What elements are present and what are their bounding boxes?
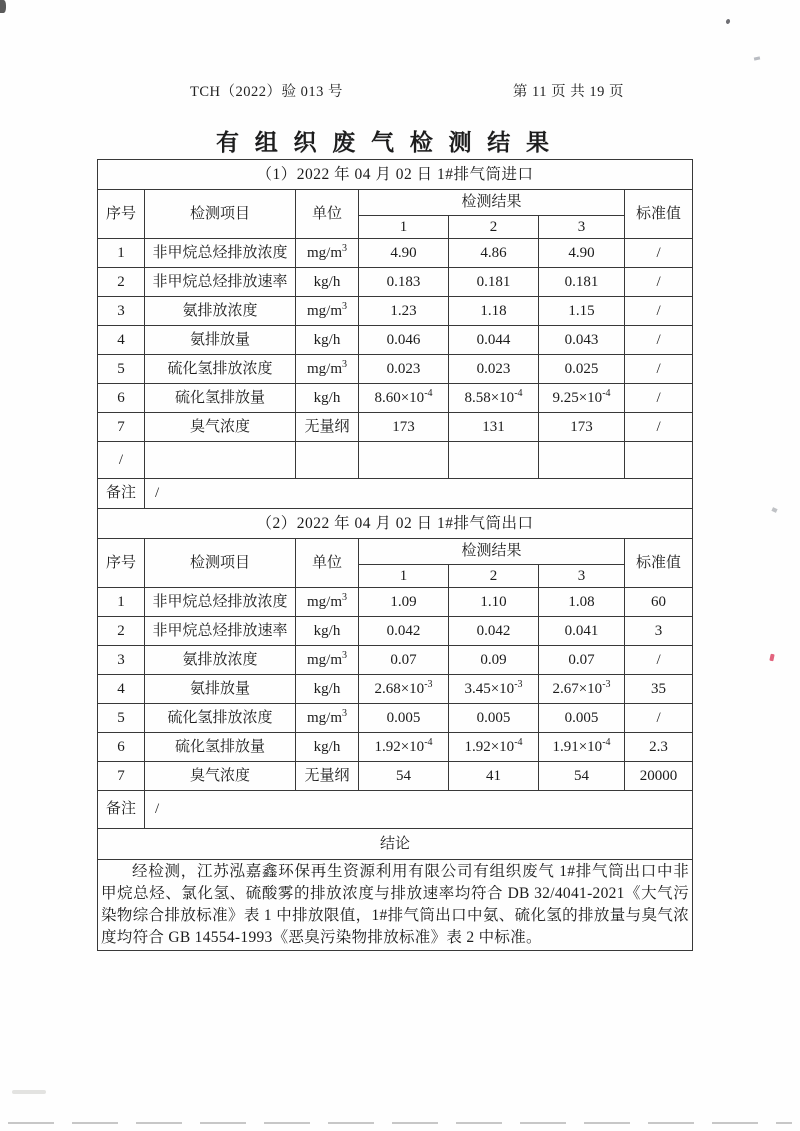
cell-std: / bbox=[625, 355, 693, 384]
col-header-result-2: 2 bbox=[449, 216, 539, 239]
table2-note-row bbox=[98, 791, 693, 829]
cell-unit: kg/h bbox=[296, 733, 359, 762]
cell-r2 bbox=[449, 442, 539, 479]
doc-number: TCH（2022）验 013 号 bbox=[190, 84, 343, 100]
cell-r2: 1.10 bbox=[449, 588, 539, 617]
cell-seq: 3 bbox=[98, 297, 145, 326]
scan-edge-line bbox=[8, 1122, 792, 1124]
cell-seq: 5 bbox=[98, 355, 145, 384]
conclusion-section bbox=[98, 829, 693, 951]
cell-unit: $mg/m^3$ bbox=[296, 239, 359, 268]
cell-r2: 0.005 bbox=[449, 704, 539, 733]
cell-unit: kg/h bbox=[296, 384, 359, 413]
cell-item: 氨排放量 bbox=[145, 326, 296, 355]
scan-artifact-tick bbox=[754, 56, 760, 60]
col-header-unit: 单位 bbox=[296, 539, 359, 588]
cell-r1: 54 bbox=[359, 762, 449, 791]
cell-r3: $2.67\times 10^{-3}$ bbox=[539, 675, 625, 704]
cell-r3 bbox=[539, 442, 625, 479]
conclusion-label: 结论 bbox=[98, 829, 693, 860]
cell-seq: 4 bbox=[98, 675, 145, 704]
cell-r3: 1.15 bbox=[539, 297, 625, 326]
cell-seq: 1 bbox=[98, 239, 145, 268]
cell-std: / bbox=[625, 646, 693, 675]
table2-caption: （2）2022 年 04 月 02 日 1#排气筒出口 bbox=[98, 509, 693, 539]
col-header-results: 检测结果 bbox=[359, 539, 625, 565]
cell-std: 60 bbox=[625, 588, 693, 617]
cell-seq: 5 bbox=[98, 704, 145, 733]
cell-item: 氨排放浓度 bbox=[145, 646, 296, 675]
cell-std: 20000 bbox=[625, 762, 693, 791]
cell-r1: 0.042 bbox=[359, 617, 449, 646]
cell-r2: 1.18 bbox=[449, 297, 539, 326]
table1-header bbox=[98, 160, 693, 239]
col-header-seq: 序号 bbox=[98, 539, 145, 588]
cell-r3: 173 bbox=[539, 413, 625, 442]
cell-std: / bbox=[625, 704, 693, 733]
table1-note-row bbox=[98, 479, 693, 509]
cell-std: / bbox=[625, 384, 693, 413]
cell-r1: 1.23 bbox=[359, 297, 449, 326]
table-row bbox=[98, 442, 693, 479]
table-row bbox=[98, 733, 693, 762]
cell-unit: 无量纲 bbox=[296, 762, 359, 791]
cell-unit: kg/h bbox=[296, 268, 359, 297]
col-header-result-3: 3 bbox=[539, 565, 625, 588]
cell-seq: 3 bbox=[98, 646, 145, 675]
cell-std: 3 bbox=[625, 617, 693, 646]
cell-r3: 0.025 bbox=[539, 355, 625, 384]
cell-unit: kg/h bbox=[296, 675, 359, 704]
cell-r2: 0.181 bbox=[449, 268, 539, 297]
table2-header-row bbox=[98, 539, 693, 565]
cell-seq: 4 bbox=[98, 326, 145, 355]
note-label: 备注 bbox=[98, 479, 145, 509]
cell-item bbox=[145, 442, 296, 479]
page-indicator: 第 11 页 共 19 页 bbox=[512, 84, 624, 100]
cell-r2: $3.45\times 10^{-3}$ bbox=[449, 675, 539, 704]
scan-artifact-tick bbox=[771, 507, 777, 513]
scan-artifact-corner bbox=[0, 0, 6, 13]
cell-item: 硫化氢排放量 bbox=[145, 384, 296, 413]
cell-std bbox=[625, 442, 693, 479]
cell-r2: 0.023 bbox=[449, 355, 539, 384]
col-header-result-3: 3 bbox=[539, 216, 625, 239]
col-header-seq: 序号 bbox=[98, 190, 145, 239]
cell-seq: 2 bbox=[98, 617, 145, 646]
cell-r3: 4.90 bbox=[539, 239, 625, 268]
table-row bbox=[98, 326, 693, 355]
cell-r1: 0.183 bbox=[359, 268, 449, 297]
cell-r1 bbox=[359, 442, 449, 479]
cell-r1: $1.92\times 10^{-4}$ bbox=[359, 733, 449, 762]
cell-item: 氨排放量 bbox=[145, 675, 296, 704]
cell-item: 硫化氢排放浓度 bbox=[145, 355, 296, 384]
col-header-result-2: 2 bbox=[449, 565, 539, 588]
cell-r1: 0.023 bbox=[359, 355, 449, 384]
table-row bbox=[98, 646, 693, 675]
cell-item: 非甲烷总烃排放浓度 bbox=[145, 239, 296, 268]
cell-seq: / bbox=[98, 442, 145, 479]
cell-item: 硫化氢排放浓度 bbox=[145, 704, 296, 733]
cell-std: / bbox=[625, 268, 693, 297]
cell-r1: $8.60\times 10^{-4}$ bbox=[359, 384, 449, 413]
cell-seq: 1 bbox=[98, 588, 145, 617]
col-header-results: 检测结果 bbox=[359, 190, 625, 216]
table1-caption-row bbox=[98, 160, 693, 190]
table1-body bbox=[98, 239, 693, 479]
document-header bbox=[190, 80, 624, 101]
table-row bbox=[98, 384, 693, 413]
table-row bbox=[98, 268, 693, 297]
table-row bbox=[98, 355, 693, 384]
cell-r2: 0.09 bbox=[449, 646, 539, 675]
table-row bbox=[98, 617, 693, 646]
cell-seq: 7 bbox=[98, 762, 145, 791]
scan-artifact-dot bbox=[725, 18, 730, 24]
table-row bbox=[98, 413, 693, 442]
table1-caption: （1）2022 年 04 月 02 日 1#排气筒进口 bbox=[98, 160, 693, 190]
cell-r1: 0.046 bbox=[359, 326, 449, 355]
cell-r2: 0.044 bbox=[449, 326, 539, 355]
cell-r2: 41 bbox=[449, 762, 539, 791]
cell-r1: 0.005 bbox=[359, 704, 449, 733]
cell-std: / bbox=[625, 413, 693, 442]
cell-std: 2.3 bbox=[625, 733, 693, 762]
cell-r3: 0.043 bbox=[539, 326, 625, 355]
cell-unit: kg/h bbox=[296, 326, 359, 355]
col-header-result-1: 1 bbox=[359, 565, 449, 588]
cell-r3: 54 bbox=[539, 762, 625, 791]
cell-unit bbox=[296, 442, 359, 479]
cell-std: / bbox=[625, 297, 693, 326]
cell-r3: 0.041 bbox=[539, 617, 625, 646]
cell-r3: $9.25\times 10^{-4}$ bbox=[539, 384, 625, 413]
col-header-item: 检测项目 bbox=[145, 539, 296, 588]
cell-unit: $mg/m^3$ bbox=[296, 588, 359, 617]
cell-r3: 0.181 bbox=[539, 268, 625, 297]
table-row bbox=[98, 239, 693, 268]
cell-item: 氨排放浓度 bbox=[145, 297, 296, 326]
cell-item: 非甲烷总烃排放速率 bbox=[145, 268, 296, 297]
cell-r3: 1.08 bbox=[539, 588, 625, 617]
table2-caption-row bbox=[98, 509, 693, 539]
cell-item: 非甲烷总烃排放速率 bbox=[145, 617, 296, 646]
cell-item: 臭气浓度 bbox=[145, 762, 296, 791]
scan-artifact-red-tick bbox=[769, 654, 774, 662]
results-table bbox=[97, 159, 693, 951]
cell-item: 臭气浓度 bbox=[145, 413, 296, 442]
cell-r3: 0.005 bbox=[539, 704, 625, 733]
cell-seq: 2 bbox=[98, 268, 145, 297]
conclusion-text: 经检测，江苏泓嘉鑫环保再生资源利用有限公司有组织废气 1#排气筒出口中非甲烷总烃、氯化氢、硫酸雾的排放浓度与排放速率均符合 DB 32/4041-2021《大气污染物综合排放标准》表 1 中排放限值，1#排气筒出口中氨、硫化氢的排放量与臭气浓度均符合 GB 14554-1993《恶臭污染物排放标准》表 2 中标准。 bbox=[101, 863, 690, 946]
cell-r2: $8.58\times 10^{-4}$ bbox=[449, 384, 539, 413]
conclusion-text-row bbox=[98, 860, 693, 951]
table2-note bbox=[98, 791, 693, 829]
cell-unit: $mg/m^3$ bbox=[296, 646, 359, 675]
table-row bbox=[98, 588, 693, 617]
cell-unit: $mg/m^3$ bbox=[296, 704, 359, 733]
cell-r1: 0.07 bbox=[359, 646, 449, 675]
cell-r2: $1.92\times 10^{-4}$ bbox=[449, 733, 539, 762]
cell-r1: $2.68\times 10^{-3}$ bbox=[359, 675, 449, 704]
note-value: / bbox=[145, 479, 693, 509]
cell-unit: $mg/m^3$ bbox=[296, 297, 359, 326]
cell-seq: 6 bbox=[98, 384, 145, 413]
cell-std: / bbox=[625, 239, 693, 268]
table2-header bbox=[98, 509, 693, 588]
cell-r2: 0.042 bbox=[449, 617, 539, 646]
cell-std: 35 bbox=[625, 675, 693, 704]
table1-header-row bbox=[98, 190, 693, 216]
cell-unit: 无量纲 bbox=[296, 413, 359, 442]
note-label: 备注 bbox=[98, 791, 145, 829]
col-header-standard: 标准值 bbox=[625, 190, 693, 239]
cell-seq: 6 bbox=[98, 733, 145, 762]
scan-artifact-smudge bbox=[12, 1090, 46, 1094]
cell-unit: $mg/m^3$ bbox=[296, 355, 359, 384]
col-header-result-1: 1 bbox=[359, 216, 449, 239]
cell-r1: 173 bbox=[359, 413, 449, 442]
cell-r1: 1.09 bbox=[359, 588, 449, 617]
page-title: 有 组 织 废 气 检 测 结 果 bbox=[216, 130, 554, 155]
col-header-item: 检测项目 bbox=[145, 190, 296, 239]
cell-unit: kg/h bbox=[296, 617, 359, 646]
table-row bbox=[98, 704, 693, 733]
table-row bbox=[98, 762, 693, 791]
table-row bbox=[98, 297, 693, 326]
cell-item: 非甲烷总烃排放浓度 bbox=[145, 588, 296, 617]
table-row bbox=[98, 675, 693, 704]
cell-r2: 4.86 bbox=[449, 239, 539, 268]
cell-r2: 131 bbox=[449, 413, 539, 442]
col-header-unit: 单位 bbox=[296, 190, 359, 239]
cell-seq: 7 bbox=[98, 413, 145, 442]
note-value: / bbox=[145, 791, 693, 829]
cell-r1: 4.90 bbox=[359, 239, 449, 268]
table2-body bbox=[98, 588, 693, 791]
cell-item: 硫化氢排放量 bbox=[145, 733, 296, 762]
cell-r3: 0.07 bbox=[539, 646, 625, 675]
col-header-standard: 标准值 bbox=[625, 539, 693, 588]
cell-std: / bbox=[625, 326, 693, 355]
table1-note bbox=[98, 479, 693, 509]
cell-r3: $1.91\times 10^{-4}$ bbox=[539, 733, 625, 762]
conclusion-label-row bbox=[98, 829, 693, 860]
